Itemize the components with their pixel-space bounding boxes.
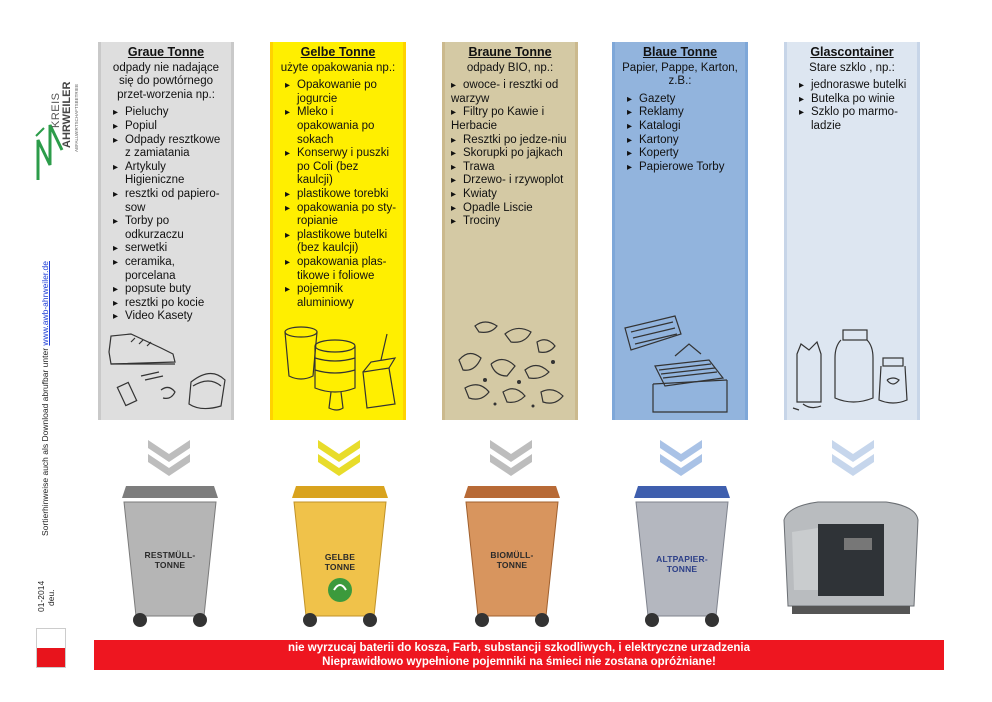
bin-label: BIOMÜLL-TONNE — [490, 550, 534, 570]
list-item: ▸ pojemnik aluminiowy — [285, 283, 397, 310]
column-intro: odpady nie nadające się do powtórnego przet-worzenia np.: — [112, 61, 220, 101]
list-item: ▸ resztki po kocie — [113, 297, 225, 311]
list-item: ▸ Kartony — [627, 134, 739, 148]
list-item: ▸ Katalogi — [627, 120, 739, 134]
warning-line-1: nie wyrzucaj baterii do kosza, Farb, substancji szkodliwych, i elektryczne urzadzenia — [287, 642, 751, 654]
list-item: ▸ plastikowe butelki (bez kaulcji) — [285, 229, 397, 256]
list-item: ▸ Trociny — [451, 215, 501, 228]
food-scraps-icon — [445, 314, 575, 414]
list-item: ▸ Popiul — [113, 120, 225, 134]
list-item: ▸ serwetki — [113, 242, 225, 256]
paper-box-icon — [615, 314, 745, 414]
list-item: ▸ Torby po odkurzaczu — [113, 215, 225, 242]
column-intro: odpady BIO, np.: — [466, 61, 554, 74]
column-title: Glascontainer — [810, 45, 894, 59]
list-item: ▸ Reklamy — [627, 106, 739, 120]
warning-line-2: Nieprawidłowo wypełnione pojemniki na śmieci nie zostana opróżniane! — [322, 656, 716, 668]
list-item: ▸ Szklo po marmo-ladzie — [799, 106, 911, 133]
list-item: ▸ Konserwy i puszki po Coli (bez kaulcji) — [285, 147, 397, 188]
list-item: ▸ plastikowe torebki — [285, 188, 397, 202]
list-item: ▸ Video Kasety — [113, 310, 225, 324]
column-title: Blaue Tonne — [642, 45, 718, 59]
logo-kreis: KREIS — [50, 92, 62, 128]
website-link[interactable]: www.awb-ahrweiler.de — [40, 261, 50, 346]
download-note — [40, 261, 50, 536]
column-intro: Papier, Pappe, Karton, z.B.: — [622, 61, 738, 88]
logo-ahrweiler: AHRWEILER — [61, 81, 73, 148]
list-item: ▸ ceramika, porcelana — [113, 256, 225, 283]
list-item: ▸ Kwiaty — [451, 187, 497, 200]
list-item: ▸ Opakowanie po jogurcie — [285, 79, 397, 106]
chevron-down-icon — [828, 436, 878, 478]
column-blue-bin — [612, 42, 748, 420]
item-list — [793, 79, 911, 133]
list-item: ▸ Drzewo- i rzywoplot — [451, 174, 564, 187]
date-label: 01-2014 — [36, 580, 46, 612]
list-item: ▸ opakowania plas-tikowe i foliowe — [285, 256, 397, 283]
chevron-down-icon — [656, 436, 706, 478]
bin-label: GELBE TONNE — [324, 552, 356, 572]
logo-subtitle: ABFALLWIRTSCHAFTSBETRIEB — [74, 84, 79, 152]
polish-flag-icon — [36, 628, 66, 668]
column-title: Braune Tonne — [468, 45, 552, 59]
column-title: Gelbe Tonne — [300, 45, 376, 59]
list-item: ▸ Gazety — [627, 93, 739, 107]
list-item: ▸ Mleko i opakowania po sokach — [285, 106, 397, 147]
sidebar — [0, 0, 92, 702]
cans-and-carton-icon — [273, 314, 403, 414]
chevron-down-icon — [486, 436, 536, 478]
list-item: ▸ owoce- i resztki od warzyw — [451, 79, 559, 105]
column-brown-bin — [442, 42, 578, 420]
column-grey-bin — [98, 42, 234, 420]
glass-jars-icon — [787, 314, 917, 414]
list-item: ▸ jednoraswe butelki — [799, 79, 911, 93]
warning-banner — [94, 640, 944, 670]
download-note-text: Sortierhinweise auch als Download abrufbar unter — [40, 345, 50, 536]
column-glass-container — [784, 42, 920, 420]
item-list — [451, 79, 569, 229]
list-item: ▸ Opadle Liscie — [451, 201, 533, 214]
list-item: ▸ Resztki po jedze-niu — [451, 133, 567, 146]
list-item: ▸ Artykuly Higieniczne — [113, 161, 225, 188]
list-item: ▸ Pieluchy — [113, 106, 225, 120]
lang-label: deu. — [46, 589, 56, 606]
list-item: ▸ Butelka po winie — [799, 93, 911, 107]
list-item: ▸ Trawa — [451, 160, 495, 173]
list-item: ▸ Skorupki po jajkach — [451, 147, 563, 160]
bin-label: RESTMÜLL-TONNE — [144, 550, 196, 570]
item-list — [107, 106, 225, 324]
chevron-down-icon — [144, 436, 194, 478]
column-intro: użyte opakowania np.: — [280, 61, 396, 74]
column-intro: Stare szklo , np.: — [809, 61, 895, 74]
shoe-and-bag-icon — [101, 314, 231, 414]
item-list — [621, 93, 739, 175]
column-title: Graue Tonne — [127, 45, 205, 59]
list-item: ▸ Papierowe Torby — [627, 161, 739, 175]
bin-label: ALTPAPIER-TONNE — [656, 554, 708, 574]
list-item: ▸ resztki od papiero-sow — [113, 188, 225, 215]
list-item: ▸ opakowania po sty-ropianie — [285, 202, 397, 229]
list-item: ▸ Odpady resztkowe z zamiatania — [113, 134, 225, 161]
glass-container-icon — [778, 480, 924, 630]
item-list — [279, 79, 397, 310]
list-item: ▸ Koperty — [627, 147, 739, 161]
list-item: ▸ Filtry po Kawie i Herbacie — [451, 106, 545, 132]
chevron-down-icon — [314, 436, 364, 478]
column-yellow-bin — [270, 42, 406, 420]
awb-logo — [30, 40, 78, 190]
list-item: ▸ popsute buty — [113, 283, 225, 297]
